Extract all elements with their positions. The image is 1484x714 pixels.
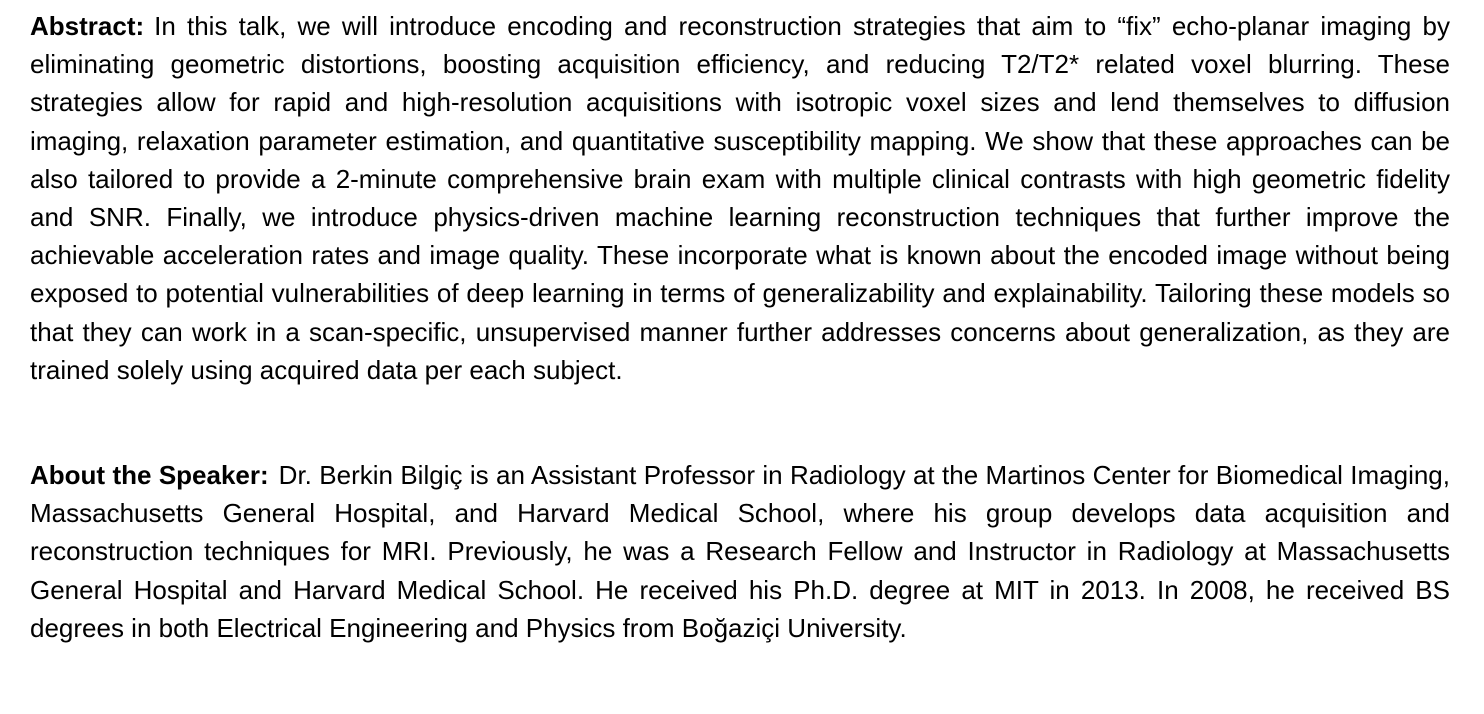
speaker-bio-paragraph <box>30 456 1450 647</box>
abstract-text: In this talk, we will introduce encoding and reconstruction strategies that aim to “fix” echo-planar imaging by eliminating geometric distortions, boosting acquisition efficiency, and reducing T2/T2* related voxel blurring. These strategies allow for rapid and high-resolution acquisitions with isotropic voxel sizes and lend themselves to diffusion imaging, relaxation parameter estimation, and quantitative susceptibility mapping. We show that these approaches can be also tailored to provide a 2-minute comprehensive brain exam with multiple clinical contrasts with high geometric fidelity and SNR. Finally, we introduce physics-driven machine learning reconstruction techniques that further improve the achievable acceleration rates and image quality. These incorporate what is known about the encoded image without being exposed to potential vulnerabilities of deep learning in terms of generalizability and explainability. Tailoring these models so that they can work in a scan-specific, unsupervised manner further addresses concerns about generalization, as they are trained solely using acquired data per each subject. <box>30 11 1450 385</box>
speaker-bio-text: Dr. Berkin Bilgiç is an Assistant Professor in Radiology at the Martinos Center for Biomedical Imaging, Massachusetts General Hospital, and Harvard Medical School, where his group develops data acquisition and reconstruction techniques for MRI. Previously, he was a Research Fellow and Instructor in Radiology at Massachusetts General Hospital and Harvard Medical School. He received his Ph.D. degree at MIT in 2013. In 2008, he received BS degrees in both Electrical Engineering and Physics from Boğaziçi University. <box>30 460 1450 643</box>
abstract-heading: Abstract: <box>30 11 145 41</box>
speaker-heading: About the Speaker: <box>30 460 269 491</box>
abstract-paragraph <box>30 7 1450 389</box>
document-page <box>30 7 1450 647</box>
